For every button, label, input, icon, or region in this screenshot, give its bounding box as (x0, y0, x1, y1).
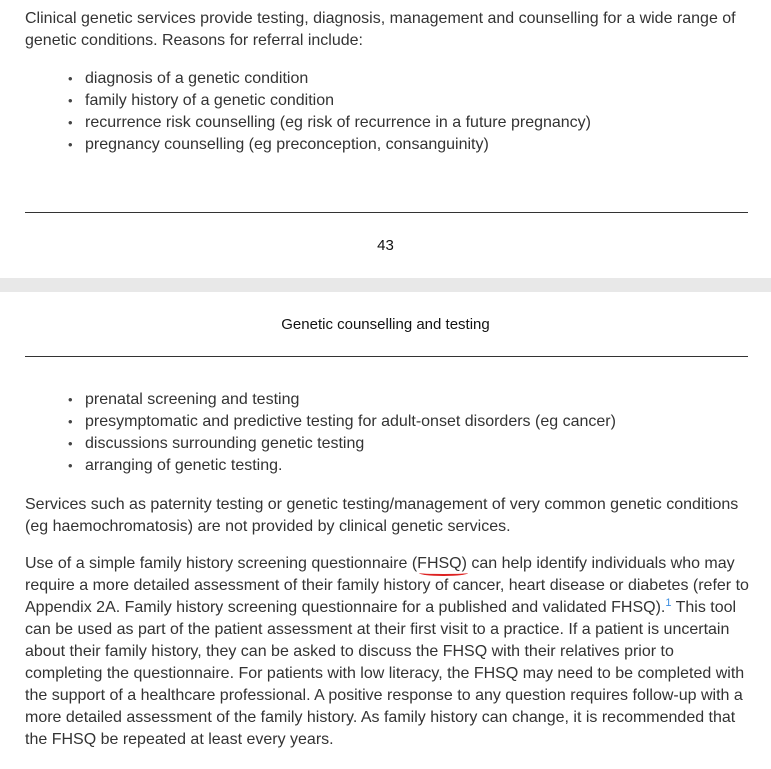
referral-reasons-list-continued (68, 389, 748, 477)
list-item: • pregnancy counselling (eg preconception, consanguinity) (68, 134, 748, 156)
spellcheck-flagged-word[interactable]: FHSQ (417, 555, 462, 572)
fhsq-text-3: This tool can be used as part of the patient assessment at their first visit to a practice. If a patient is uncertain about their family history, they can be asked to discuss the FHSQ with their relatives prior to completing the questionnaire. For patients with low literacy, the FHSQ may need to be completed with the support of a healthcare professional. A positive response to any question requires follow-up with a more detailed assessment of the family history. As family history can change, it is recommended that the FHSQ be repeated at least every years. (25, 599, 745, 748)
list-item: • recurrence risk counselling (eg risk of recurrence in a future pregnancy) (68, 112, 748, 134)
fhsq-text-2: ) can help identify individuals who may require a more detailed assessment of their family history of cancer, heart disease or diabetes (refer to Appendix 2A. Family history screening questionnaire for a published and validated FHSQ). (25, 555, 749, 616)
list-item: • family history of a genetic condition (68, 90, 748, 112)
services-paragraph: Services such as paternity testing or genetic testing/management of very common genetic conditions (eg haemochromatosis) are not provided by clinical genetic services. (25, 496, 739, 535)
list-item: • arranging of genetic testing. (68, 455, 748, 477)
fhsq-paragraph (25, 553, 753, 751)
footer-divider (25, 212, 748, 213)
running-header: Genetic counselling and testing (281, 316, 490, 333)
list-item: • presymptomatic and predictive testing for adult-onset disorders (eg cancer) (68, 411, 748, 433)
referral-reasons-list (68, 68, 748, 156)
page-number: 43 (377, 237, 394, 254)
intro-paragraph: Clinical genetic services provide testing, diagnosis, management and counselling for a wide range of genetic conditions. Reasons for referral include: (25, 10, 736, 49)
list-item: • diagnosis of a genetic condition (68, 68, 748, 90)
header-divider (25, 356, 748, 357)
list-item: • discussions surrounding genetic testing (68, 433, 748, 455)
list-item: • prenatal screening and testing (68, 389, 748, 411)
footnote-link[interactable]: 1 (665, 597, 672, 609)
page-gap (0, 278, 771, 292)
fhsq-text-1: Use of a simple family history screening questionnaire ( (25, 555, 418, 572)
